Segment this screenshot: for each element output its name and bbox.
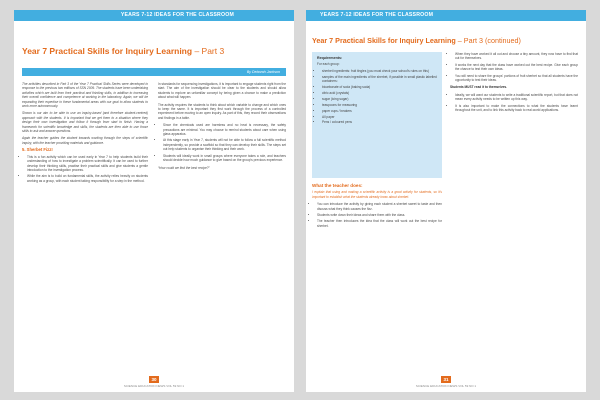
list-item: • It works the next day that the class have worked out the best recipe. Give each group the chance to test their own ideas. <box>455 63 578 72</box>
requirements-heading: Requirements: <box>317 56 343 60</box>
left-column-1 <box>22 82 148 186</box>
bullet-list <box>450 52 578 82</box>
byline-bar <box>22 68 286 76</box>
right-page <box>306 10 586 392</box>
list-item: • The teacher then introduces the idea that the class will work out the best recipe for sherbet. <box>317 219 442 228</box>
left-page-title <box>22 46 286 56</box>
bullet-list <box>450 93 578 113</box>
list-item: • paper cups / beakers <box>322 109 437 113</box>
section-heading: 5. Sherbet Fizz! <box>22 147 53 153</box>
right-page-title <box>312 36 582 45</box>
list-item: • This is a fun activity which can be used early in Year 7 to help students build their understanding of how to investigate a problem scientifically. It can be used to further develop their thinking skills, practise their practical skills and give students a gentle introduction to the investigation process. <box>27 155 148 173</box>
journal-name: SCIENCE EDUCATION NEWS VOL 59 NO 1 <box>123 384 185 388</box>
list-item: • At this stage early in Year 7, students will not be able to follow a full scientific method independently, so provide a scaffold so that they can develop their skills. The steps set out help students to organise their thinking and their work. <box>163 138 286 151</box>
right-banner-text: YEARS 7-12 IDEAS FOR THE CLASSROOM <box>320 12 434 18</box>
list-item: • When they have worked it all out and choose a tiny amount, they now have to find that out for themselves. <box>455 52 578 61</box>
list-item: • Students write down their ideas and share them with the class. <box>317 213 442 217</box>
requirements-subheading: For each group: <box>317 62 340 67</box>
list-item: • Ideally, we will want our students to write a traditional scientific report, but that does not mean every activity needs to be written up this way. <box>455 93 578 102</box>
italic-intro: I explain that using and making a scientific activity is a good activity for students, so it's important to establish what the students already know about sherbet. <box>312 190 442 199</box>
article-title: Year 7 Practical Skills for Inquiry Learning <box>312 36 456 45</box>
section-heading: What the teacher does: <box>312 183 363 188</box>
quote-text: “How could we find the best recipe?” <box>158 165 210 170</box>
list-item: • Pens / coloured pens <box>322 120 437 124</box>
right-footer <box>306 376 586 388</box>
author-byline: By Deborah Jackson <box>246 70 280 74</box>
article-title: Year 7 Practical Skills for Inquiry Learning <box>22 46 193 56</box>
emphasis-text: Students MUST read it to themselves. <box>450 85 508 90</box>
requirements-box <box>312 52 442 178</box>
list-item: • samples of the main ingredients of the sherbet, if possible in small plastic labelled containers: <box>322 75 437 84</box>
list-item: • You can introduce the activity by giving each student a sherbet sweet to taste and then discuss what they think causes the fizz. <box>317 202 442 211</box>
page-number: 30 <box>149 376 159 383</box>
requirements-list <box>317 69 437 125</box>
left-column-2 <box>158 82 286 173</box>
list-item: • citric acid (crystals) <box>322 91 437 95</box>
list-item: • sugar (icing sugar) <box>322 97 437 101</box>
right-banner <box>306 10 586 21</box>
list-item: • All paper <box>322 115 437 119</box>
bullet-list <box>158 123 286 162</box>
paragraph: The activity requires the students to think about which variable to change and which ones to keep the same. It is important they first work through the process of a controlled experiment before moving to an open inquiry. As part of this, they record their observations and findings in a table. <box>158 102 286 120</box>
paragraph-3: Again the teacher guides the student towards working through the steps of scientific inquiry, with the teacher providing materials and guidance. <box>22 136 148 145</box>
teacher-steps-list <box>312 202 442 228</box>
intro-paragraph: The activities described in Part 3 of the Year 7 Practical Skills Series were developed in response to the previous two editions of SSN 2009. The students have been undertaking activities which are built from their practical and thinking skills, in addition to increasing their overall confidence and competence at working in the laboratory. Again, we will be expanding their expertise in these fundamental areas with our goal to allow students to work more autonomously. <box>22 82 148 109</box>
right-column-1-lower <box>312 184 442 231</box>
list-item: • It is also important to make the connections to what the students have learnt throughout the unit, and to link this activity back to real-world applications. <box>455 104 578 113</box>
list-item: • sherbet ingredients: fruit tingles (you must check your school's rules on this) <box>322 69 437 73</box>
left-page <box>14 10 294 392</box>
list-item: • Students will ideally work in small groups where everyone takes a role, and teachers should decide how much guidance to give based on the group's previous experience. <box>163 154 286 163</box>
paragraph: In standards for sequencing investigations, it is important to engage students right from the start. The aim of the investigation should be clear to the students and should allow students to explore an unfamiliar concept by being given a chance to make a prediction about what will happen. <box>158 82 286 100</box>
left-footer <box>14 376 294 388</box>
list-item: • You will need to share the groups' portions of fruit sherbet so that all students have the opportunity to test their ideas. <box>455 74 578 83</box>
article-title-continued: – Part 3 (continued) <box>455 36 521 45</box>
journal-name: SCIENCE EDUCATION NEWS VOL 59 NO 1 <box>415 384 477 388</box>
right-column-2 <box>450 52 578 115</box>
list-item: • teaspoons for measuring <box>322 103 437 107</box>
page-number: 31 <box>441 376 451 383</box>
list-item: • While the aim is to build on fundamental skills, the activity relies heavily on students working as a group, with each student taking responsibility for a step in the method. <box>27 174 148 183</box>
list-item: • bicarbonate of soda (baking soda) <box>322 85 437 89</box>
activity-bullet-list <box>22 155 148 183</box>
list-item: • Since the chemicals used are harmless and no heat is necessary, the safety precautions are minimal. You may choose to remind students about care when using glass apparatus. <box>163 123 286 136</box>
article-title-part: – Part 3 <box>192 46 225 56</box>
left-banner-text: YEARS 7-12 IDEAS FOR THE CLASSROOM <box>120 12 234 18</box>
paragraph-2: Shown is our aim to be able to use an inquiry-based (and therefore student-centred) approach with the students. It is important that we get them to a situation where they design their own investigation and follow it through from start to finish. Having a framework for scientific knowledge and skills, the students are then able to use those skills to ask and answer questions. <box>22 111 148 134</box>
left-banner <box>14 10 294 21</box>
